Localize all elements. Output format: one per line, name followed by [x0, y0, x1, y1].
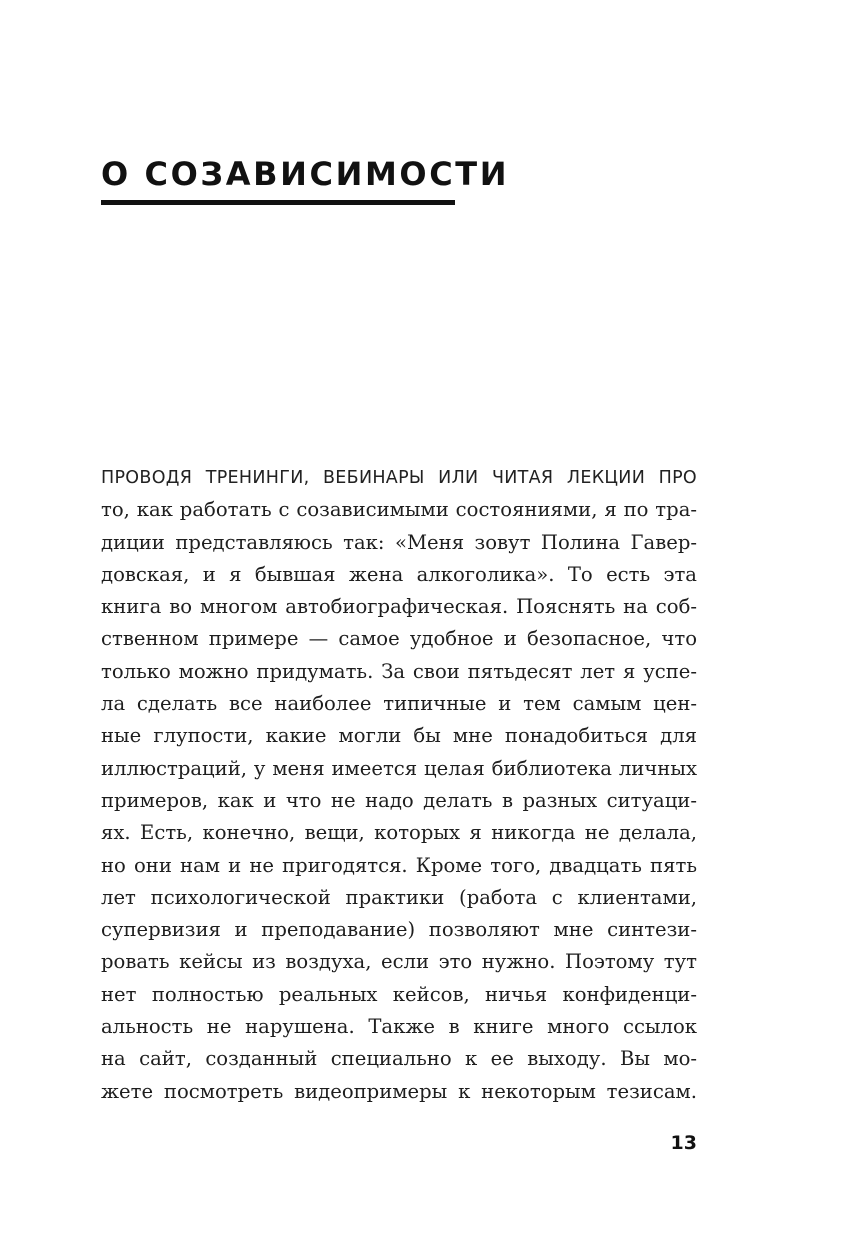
paragraph-line: нет полностью реальных кейсов, ничья конфиденци- [101, 982, 697, 1006]
chapter-title: О СОЗАВИСИМОСТИ [101, 155, 510, 193]
title-underline [101, 200, 455, 205]
paragraph-line: ровать кейсы из воздуха, если это нужно. Поэтому тут [101, 950, 697, 974]
paragraph-line: ла сделать все наиболее типичные и тем самым цен- [101, 692, 697, 716]
paragraph-line: ные глупости, какие могли бы мне понадобиться для [101, 724, 697, 748]
paragraph-line: только можно придумать. За свои пятьдесят лет я успе- [101, 659, 697, 683]
paragraph-line: лет психологической практики (работа с клиентами, [101, 885, 697, 909]
paragraph-line: диции представляюсь так: «Меня зовут Полина Гавер- [101, 530, 697, 554]
paragraph-line: то, как работать с созависимыми состояниями, я по тра- [101, 498, 697, 522]
paragraph-line: книга во многом автобиографическая. Пояснять на соб- [101, 595, 697, 619]
paragraph-line: но они нам и не пригодятся. Кроме того, двадцать пять [101, 853, 697, 877]
paragraph-line: ственном примере — самое удобное и безопасное, что [101, 627, 697, 651]
paragraph-line: на сайт, созданный специально к ее выходу. Вы мо- [101, 1047, 697, 1071]
paragraph-line: супервизия и преподавание) позволяют мне синтези- [101, 918, 697, 942]
paragraph-line: ПРОВОДЯ ТРЕНИНГИ, ВЕБИНАРЫ ИЛИ ЧИТАЯ ЛЕКЦИИ ПРО [101, 468, 697, 488]
paragraph-line: жете посмотреть видеопримеры к некоторым тезисам. [101, 1079, 697, 1103]
paragraph-line: иллюстраций, у меня имеется целая библиотека личных [101, 756, 697, 780]
paragraph-line: примеров, как и что не надо делать в разных ситуаци- [101, 788, 697, 812]
page-number: 13 [670, 1132, 697, 1154]
paragraph-line: ях. Есть, конечно, вещи, которых я никогда не делала, [101, 821, 697, 845]
paragraph-line: довская, и я бывшая жена алкоголика». То есть эта [101, 562, 697, 586]
paragraph-line: альность не нарушена. Также в книге много ссылок [101, 1015, 697, 1039]
body-paragraph [101, 462, 697, 1108]
